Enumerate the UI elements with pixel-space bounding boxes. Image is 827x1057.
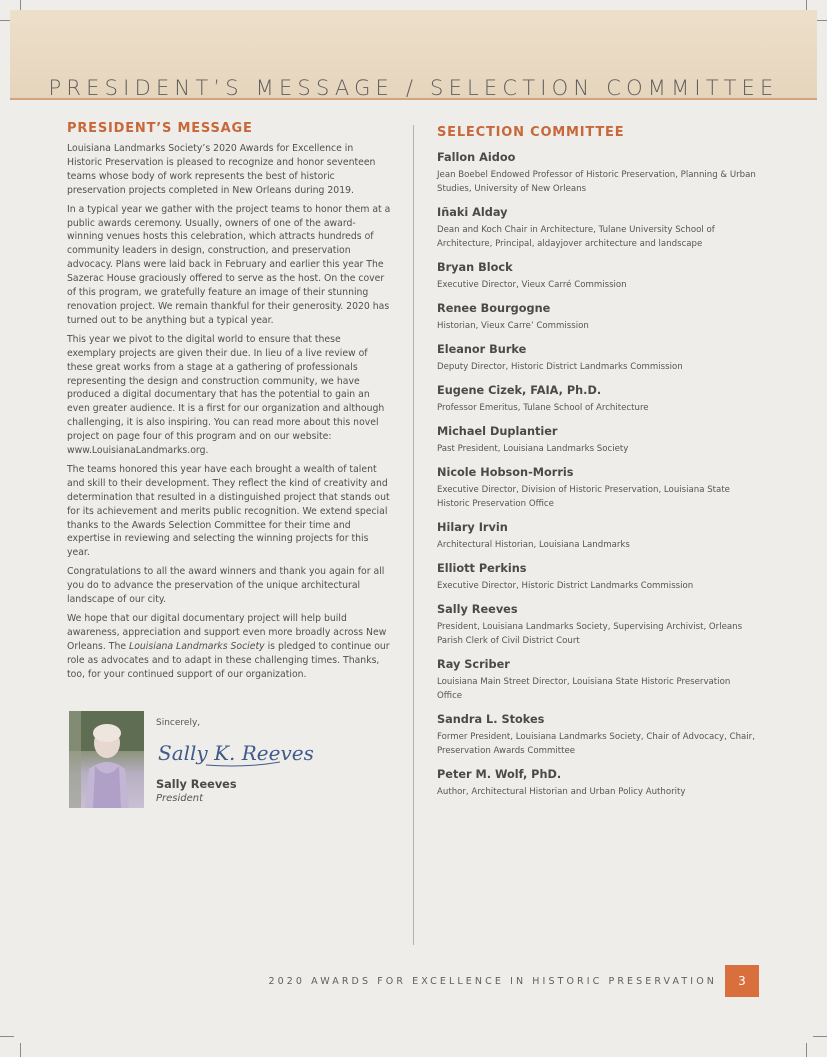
page-title: PRESIDENT’S MESSAGE / SELECTION COMMITTEE: [48, 76, 779, 100]
message-paragraph: In a typical year we gather with the project teams to honor them at a public awards ceremony. Usually, owners of one of the award-winning venues hosts this celebration, which attracts hundreds of community leaders in design, construction, and preservation advocacy. Plans were laid back in February and earlier this year The Sazerac House graciously offered to serve as the host. On the cover of this program, we gratefully feature an image of their stunning renovation project. We remain thankful for their generosity. 2020 has turned out to be anything but a typical year.: [67, 203, 391, 326]
committee-member: [437, 424, 757, 456]
member-title: Executive Director, Division of Historic Preservation, Louisiana State Historic Preservation Office: [437, 485, 730, 509]
message-paragraph: Louisiana Landmarks Society’s 2020 Awards for Excellence in Historic Preservation is pleased to recognize and honor seventeen teams whose body of work represents the best of historic preservation projects completed in New Orleans during 2019.: [67, 143, 376, 196]
crop-mark: [0, 1036, 14, 1037]
member-title: Executive Director, Vieux Carré Commission: [437, 280, 627, 290]
member-title: Louisiana Main Street Director, Louisiana State Historic Preservation Office: [437, 677, 731, 701]
member-title: Dean and Koch Chair in Architecture, Tulane University School of Architecture, Principal, aldayjover architecture and landscape: [437, 225, 715, 249]
member-name: Eleanor Burke: [437, 343, 527, 356]
committee-member: [437, 767, 757, 799]
signer-title: President: [156, 793, 204, 804]
member-title: President, Louisiana Landmarks Society, Supervising Archivist, Orleans Parish Clerk of Civil District Court: [437, 622, 743, 646]
member-title: Former President, Louisiana Landmarks Society, Chair of Advocacy, Chair, Preservation Awards Committee: [437, 732, 755, 756]
selection-committee-heading: SELECTION COMMITTEE: [437, 125, 625, 140]
selection-committee-section: [437, 125, 757, 808]
member-name: Bryan Block: [437, 261, 513, 274]
page-number: 3: [738, 974, 746, 988]
member-name: Hilary Irvin: [437, 521, 508, 534]
member-name: Renee Bourgogne: [437, 302, 551, 315]
committee-member: [437, 342, 757, 374]
president-message-section: [67, 121, 391, 687]
page-number-badge: [725, 965, 759, 997]
member-title: Deputy Director, Historic District Landmarks Commission: [437, 362, 683, 372]
signature-image: [156, 732, 314, 776]
message-text: We hope that our digital documentary project will help build awareness, appreciation and support even more broadly across New Orleans. The: [67, 613, 387, 652]
portrait-image: [69, 711, 144, 808]
crop-mark: [813, 1036, 827, 1037]
committee-member: [437, 712, 757, 758]
member-title: Professor Emeritus, Tulane School of Architecture: [437, 403, 649, 413]
message-paragraph: This year we pivot to the digital world to ensure that these exemplary projects are given their due. In lieu of a live review of these great works from a stage at a gathering of professionals representing the design and construction community, we have produced a digital documentary that has the potential to gain an even greater audience. It is a first for our organization and although challenging, it is also inspiring. You can read more about this novel project on page four of this program and on our website: www.LouisianaLandmarks.org.: [67, 333, 385, 457]
committee-member: [437, 657, 757, 703]
committee-member: [437, 260, 757, 292]
member-name: Iñaki Alday: [437, 206, 508, 219]
committee-member: [437, 205, 757, 251]
committee-member: [437, 150, 757, 196]
president-photo: [69, 711, 144, 808]
committee-member: [437, 602, 757, 648]
message-paragraph: The teams honored this year have each brought a wealth of talent and skill to their development. They reflect the kind of creativity and determination that resulted in a distinguished project that stands out for its achievement and merits public recognition. We extend special thanks to the Awards Selection Committee for their time and expertise in reviewing and selecting the winning projects for this year.: [67, 463, 390, 559]
svg-text:Sally K. Reeves: Sally K. Reeves: [158, 741, 314, 765]
committee-member: [437, 520, 757, 552]
member-name: Ray Scriber: [437, 658, 510, 671]
member-title: Historian, Vieux Carre’ Commission: [437, 321, 589, 331]
member-title: Executive Director, Historic District Landmarks Commission: [437, 581, 694, 591]
committee-member: [437, 301, 757, 333]
member-title: Author, Architectural Historian and Urban Policy Authority: [437, 787, 686, 797]
member-name: Elliott Perkins: [437, 562, 527, 575]
crop-mark: [20, 1043, 21, 1057]
member-name: Sandra L. Stokes: [437, 713, 545, 726]
member-name: Nicole Hobson-Morris: [437, 466, 574, 479]
member-title: Past President, Louisiana Landmarks Society: [437, 444, 629, 454]
organization-name: Louisiana Landmarks Society: [129, 640, 265, 652]
member-title: Architectural Historian, Louisiana Landmarks: [437, 540, 630, 550]
committee-member: [437, 383, 757, 415]
closing-text: Sincerely,: [156, 718, 201, 728]
message-paragraph: Congratulations to all the award winners and thank you again for all you do to advance the preservation of the unique architectural landscape of our city.: [67, 566, 385, 606]
page-header: [10, 10, 817, 100]
signature-block: [156, 718, 314, 804]
member-name: Sally Reeves: [437, 603, 518, 616]
crop-mark: [806, 1043, 807, 1057]
message-text: is pledged to continue our role as advocates and to adapt in these challenging times. Thanks, too, for your continued support of our organization.: [67, 640, 390, 680]
committee-member: [437, 561, 757, 593]
footer-title: 2020 AWARDS FOR EXCELLENCE IN HISTORIC PRESERVATION: [268, 976, 717, 987]
member-name: Peter M. Wolf, PhD.: [437, 768, 562, 781]
committee-member: [437, 465, 757, 511]
president-message-heading: PRESIDENT’S MESSAGE: [67, 121, 253, 136]
column-divider: [413, 125, 414, 945]
member-title: Jean Boebel Endowed Professor of Historic Preservation, Planning & Urban Studies, University of New Orleans: [437, 170, 756, 194]
member-name: Eugene Cizek, FAIA, Ph.D.: [437, 384, 602, 397]
signer-name: Sally Reeves: [156, 778, 237, 791]
member-name: Michael Duplantier: [437, 425, 558, 438]
message-paragraph: [67, 612, 391, 682]
member-name: Fallon Aidoo: [437, 151, 516, 164]
